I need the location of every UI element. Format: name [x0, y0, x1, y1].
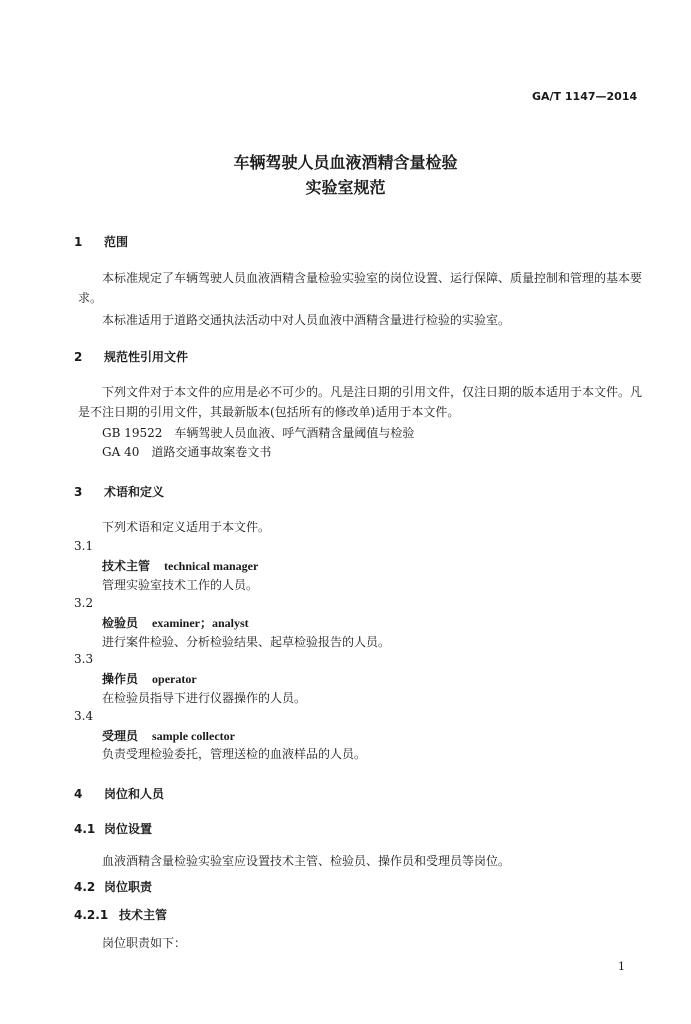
term-number: 3.4 — [74, 709, 94, 723]
duties-intro: 岗位职责如下： — [102, 936, 187, 950]
posts-setup-text: 血液酒精含量检验实验室应设置技术主管、检验员、操作员和受理员等岗位。 — [102, 854, 511, 868]
section-number: 4 — [74, 787, 83, 801]
term-name — [102, 670, 197, 687]
ref-doc-name: 车辆驾驶人员血液、呼气酒精含量阈值与检验 — [174, 426, 415, 440]
term-name — [102, 727, 235, 744]
section-heading-refs — [74, 348, 188, 365]
ref-doc-name: 道路交通事故案卷文书 — [151, 445, 272, 459]
terms-intro: 下列术语和定义适用于本文件。 — [102, 520, 271, 534]
subsubsection-number: 4.2.1 — [74, 908, 109, 922]
term-definition: 负责受理检验委托，管理送检的血液样品的人员。 — [102, 747, 367, 761]
subsection-number: 4.1 — [74, 822, 96, 836]
scope-paragraph-2: 本标准适用于道路交通执法活动中对人员血液中酒精含量进行检验的实验室。 — [102, 313, 511, 327]
term-definition: 管理实验室技术工作的人员。 — [102, 578, 259, 592]
section-number: 1 — [74, 235, 83, 249]
section-title: 岗位和人员 — [104, 787, 165, 801]
standard-code: GA/T 1147—2014 — [532, 90, 638, 103]
subsection-heading — [74, 820, 152, 837]
term-cn: 操作员 — [102, 672, 139, 686]
term-number: 3.2 — [74, 596, 94, 610]
term-en: examiner；analyst — [152, 616, 249, 630]
term-number: 3.3 — [74, 652, 94, 666]
refs-paragraph: 下列文件对于本文件的应用是必不可少的。凡是注日期的引用文件，仅注日期的版本适用于本文件。凡是不注日期的引用文件，其最新版本(包括所有的修改单)适用于本文件。 — [78, 385, 643, 419]
term-en: operator — [152, 672, 197, 686]
document-title-line2: 实验室规范 — [305, 178, 386, 197]
subsection-heading — [74, 878, 152, 895]
term-en: technical manager — [164, 559, 259, 573]
term-definition: 在检验员指导下进行仪器操作的人员。 — [102, 691, 307, 705]
section-heading-scope — [74, 233, 128, 250]
subsection-title: 岗位设置 — [104, 822, 153, 836]
section-heading-terms — [74, 483, 164, 500]
scope-paragraph-1: 本标准规定了车辆驾驶人员血液酒精含量检验实验室的岗位设置、运行保障、质量控制和管理的基本要求。 — [78, 271, 643, 305]
ref-doc-item — [102, 443, 271, 460]
term-cn: 受理员 — [102, 729, 139, 743]
section-title: 规范性引用文件 — [104, 350, 189, 364]
subsection-title: 岗位职责 — [104, 880, 153, 894]
document-title-line1: 车辆驾驶人员血液酒精含量检验 — [233, 153, 458, 172]
subsubsection-title: 技术主管 — [119, 908, 168, 922]
section-title: 范围 — [104, 235, 129, 249]
section-heading-posts — [74, 785, 164, 802]
term-name — [102, 614, 249, 631]
section-number: 3 — [74, 485, 83, 499]
ref-doc-item — [102, 424, 414, 441]
subsubsection-heading — [74, 906, 167, 923]
ref-doc-code: GB 19522 — [102, 426, 163, 440]
term-number: 3.1 — [74, 539, 94, 553]
term-cn: 技术主管 — [102, 559, 151, 573]
section-title: 术语和定义 — [104, 485, 165, 499]
term-en: sample collector — [152, 729, 235, 743]
subsection-number: 4.2 — [74, 880, 96, 894]
term-cn: 检验员 — [102, 616, 139, 630]
ref-doc-code: GA 40 — [102, 445, 140, 459]
term-definition: 进行案件检验、分析检验结果、起草检验报告的人员。 — [102, 635, 391, 649]
page-number: 1 — [618, 960, 625, 973]
section-number: 2 — [74, 350, 83, 364]
term-name — [102, 557, 258, 574]
